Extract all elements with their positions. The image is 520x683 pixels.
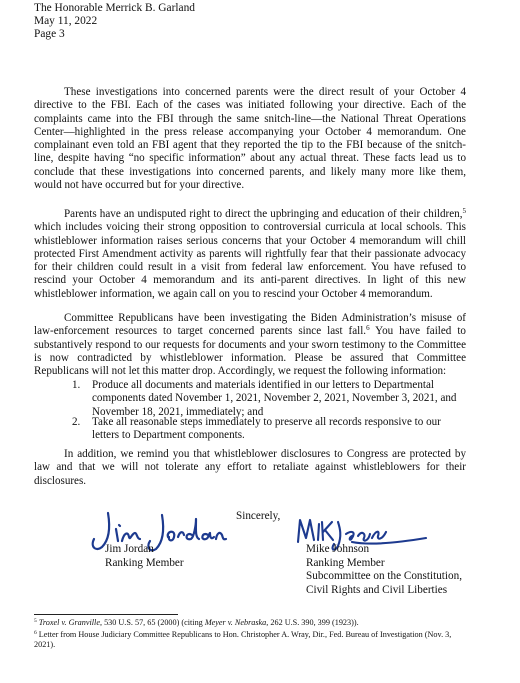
addressee: The Honorable Merrick B. Garland [34, 2, 195, 14]
signatory-name: Mike Johnson [306, 543, 370, 555]
signatory-jordan [105, 543, 184, 570]
footnote-text: , 530 U.S. 57, 65 (2000) (citing [99, 618, 205, 627]
footnote-divider [34, 614, 178, 615]
letter-header [34, 2, 195, 41]
paragraph-whistleblower-protection: In addition, we remind you that whistleblower disclosures to Congress are protected by law and that we will not tolerate any effort to retaliate against whistleblowers for their disclosures. [34, 448, 466, 487]
signatory-name: Jim Jordan [105, 543, 154, 555]
closing: Sincerely, [236, 510, 281, 522]
paragraph-investigations: These investigations into concerned parents were the direct result of your October 4 directive to the FBI. Each of the cases was initiated following your directive. Each of the complaints came into the FBI through the same snitch-line—the National Threat Operations Center—highlighted in the press release accompanying your October 4 memorandum. One complainant even told an FBI agent that they reported the tip to the FBI because of the snitch-line, despite having “no specific information” about any actual threat. These facts lead us to conclude that these investigations into concerned parents, and likely many more like them, would not have occurred but for your directive. [34, 86, 466, 192]
letter-date: May 11, 2022 [34, 15, 98, 27]
paragraph-text: Parents have an undisputed right to direct the upbringing and education of their children, [64, 208, 463, 220]
footnote-text: , 262 U.S. 390, 399 (1923)). [266, 618, 359, 627]
paragraph-committee-investigation [34, 312, 466, 378]
request-item [72, 416, 470, 443]
footnote-ref-6: 6 [366, 324, 370, 333]
paragraph-text: You have failed to substantively respond to our requests for documents and your sworn testimony to the Committee is now contradicted by whistleblower information. Please be assured that Committee Republicans will not let this matter drop. Accordingly, we request the following information: [34, 325, 466, 378]
request-number: 1. [72, 379, 81, 391]
request-number: 2. [72, 416, 81, 428]
signatory-title: Ranking Member [105, 556, 184, 569]
paragraph-parental-rights [34, 208, 466, 301]
footnote-number: 6 [34, 630, 37, 636]
page-number: Page 3 [34, 28, 65, 40]
footnote-6 [34, 630, 474, 650]
paragraph-text: Committee Republicans have been investigating the Biden Administration’s misuse of law-enforcement resources to target concerned parents since last fall. [34, 312, 466, 338]
request-item [72, 379, 470, 419]
paragraph-text: which includes voicing their strong opposition to controversial curricula at local schools. This whistleblower information raises serious concerns that your October 4 memorandum will chill protected First Amendment activity as parents will rightfully fear that their passionate advocacy for their children could result in a visit from federal law enforcement. You have refused to rescind your October 4 memorandum and its anti-parent directives. In light of this new whistleblower information, we again call on you to rescind your October 4 memorandum. [34, 221, 466, 300]
signatory-title: Ranking Member [306, 556, 385, 569]
footnote-text: Letter from House Judiciary Committee Republicans to Hon. Christopher A. Wray, Dir., Fed. Bureau of Investigation (Nov. 3, 2021). [34, 630, 452, 649]
request-text: Take all reasonable steps immediately to preserve all records responsive to our letters to Department components. [92, 416, 441, 442]
signatory-johnson [306, 543, 462, 597]
request-text: Produce all documents and materials identified in our letters to Departmental components dated November 1, 2021, November 2, 2021, November 3, 2021, and November 18, 2021, immediately; and [92, 379, 457, 418]
footnote-ref-5: 5 [462, 207, 466, 215]
footnote-number: 5 [34, 618, 37, 624]
case-name: Meyer v. Nebraska [204, 618, 267, 627]
signatory-title: Subcommittee on the Constitution, [306, 570, 462, 583]
case-name: Troxel v. Granville [38, 618, 100, 627]
footnote-5 [34, 618, 474, 628]
signatory-title: Civil Rights and Civil Liberties [306, 583, 448, 596]
